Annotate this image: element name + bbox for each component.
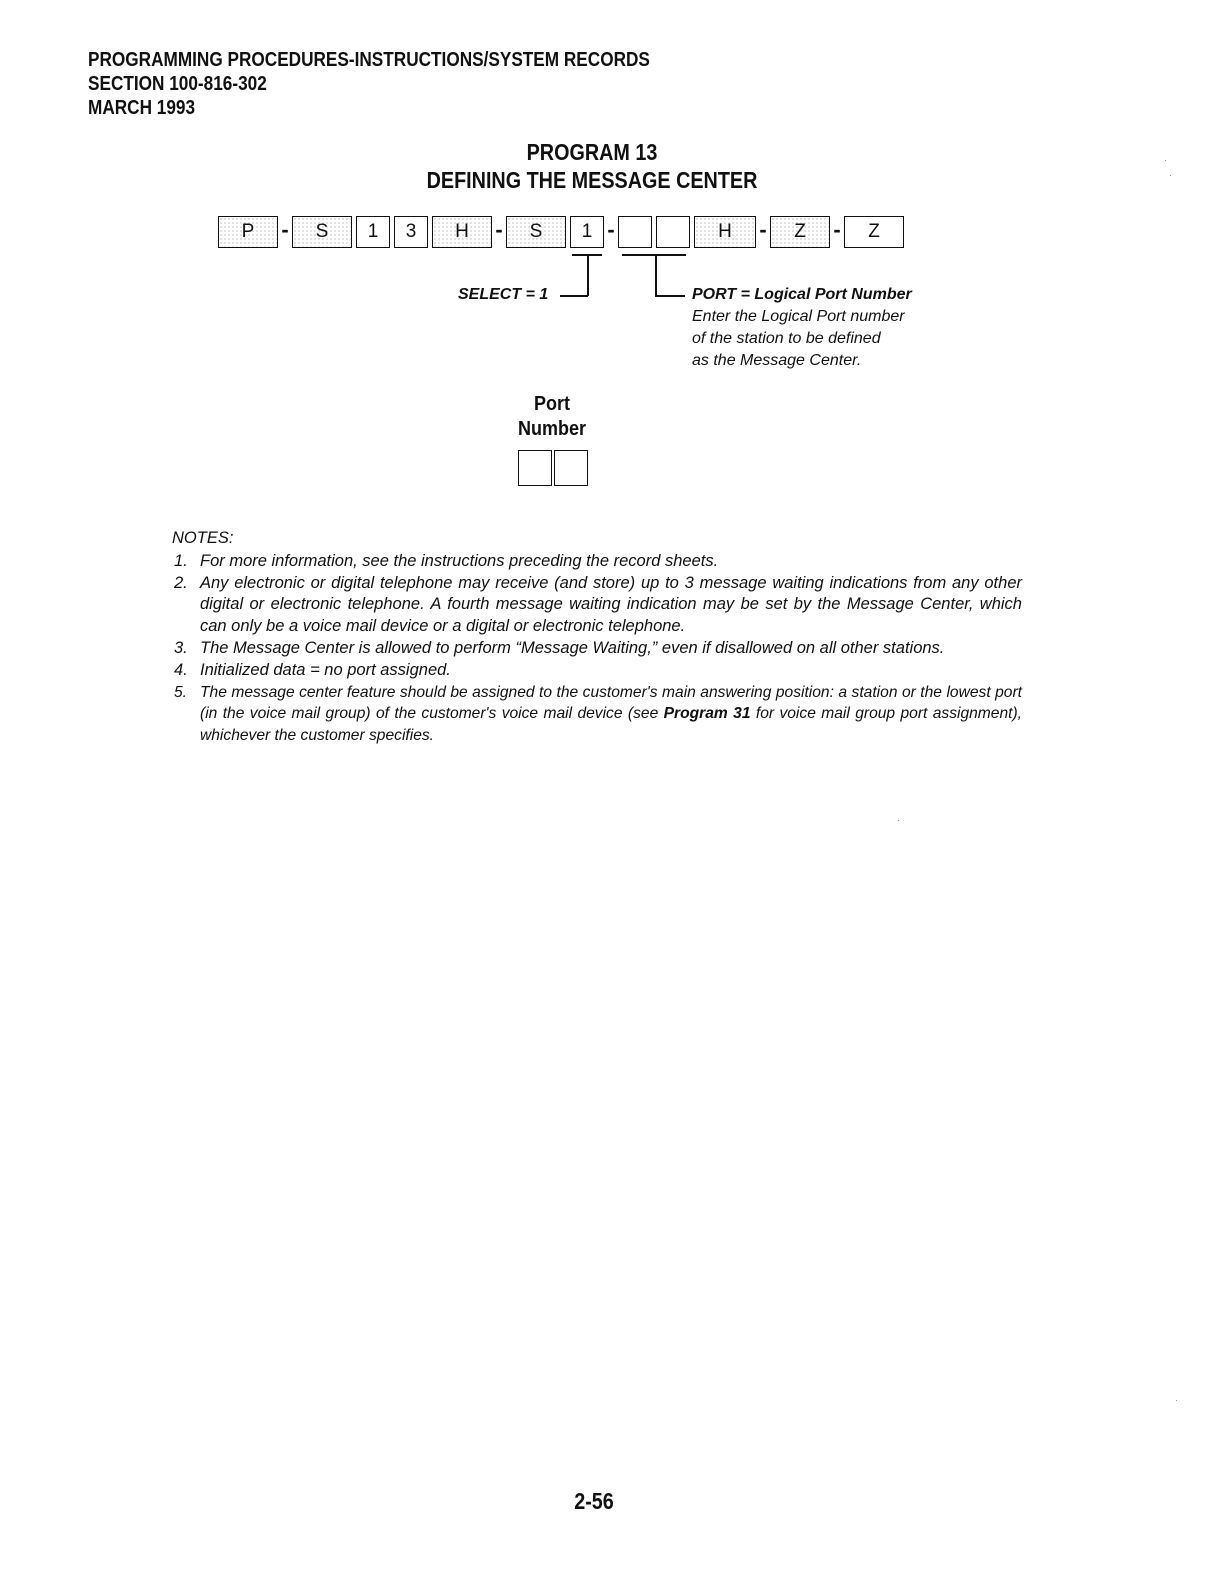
key-box-z: Z [770,216,830,248]
port-digit-box [656,216,690,248]
note-item [172,638,1022,660]
note-item [172,660,1022,682]
port-annotation-title: PORT = Logical Port Number [692,286,912,303]
note-number: 4. [174,660,188,679]
port-annotation-line: of the station to be defined [692,330,881,347]
notes-section [172,528,1022,747]
key-box-3: 3 [394,216,428,248]
port-annotation-line: Enter the Logical Port number [692,308,905,325]
port-annotation [692,284,912,372]
scan-speck [1165,160,1166,161]
note-text: for voice mail group port assignment), whichever the customer specifies. [200,705,1022,745]
note-item [172,682,1022,747]
note-program-reference: Program 31 [663,705,751,723]
note-number: 5. [174,683,188,701]
port-leader-line [655,295,685,297]
note-number: 3. [174,638,188,657]
key-box-s: S [506,216,566,248]
sequence-dash: - [759,217,767,242]
key-box-s: S [292,216,352,248]
port-bracket-stem [655,254,657,296]
page-number: 2-56 [574,1488,614,1514]
note-text: Initialized data = no port assigned. [200,660,451,679]
port-digit-box [618,216,652,248]
scan-speck [898,820,899,821]
port-number-label: Port [534,393,570,415]
key-box-1: 1 [356,216,390,248]
key-box-h: H [432,216,492,248]
note-text: The message center feature should be assigned to the customer's main answering position: a station or the lowest port (in the voice mail group) of the customer's voice mail device (see [200,683,1022,723]
sequence-dash: - [833,217,841,242]
port-number-entry-box [554,450,588,486]
key-box-z: Z [844,216,904,248]
select-bracket-stem [587,254,589,296]
scan-speck [1176,1400,1177,1401]
header-section: SECTION 100-816-302 [88,73,267,95]
note-item [172,551,1022,573]
note-number: 2. [174,573,188,592]
sequence-dash: - [281,217,289,242]
key-box-select-1: 1 [570,216,604,248]
program-subtitle: DEFINING THE MESSAGE CENTER [426,167,758,193]
key-box-h: H [694,216,756,248]
note-text: The Message Center is allowed to perform “Message Waiting,” even if disallowed on all other stations. [200,638,945,657]
header-title: PROGRAMMING PROCEDURES-INSTRUCTIONS/SYSTEM RECORDS [88,49,650,71]
note-text: For more information, see the instructions preceding the record sheets. [200,551,719,570]
port-number-label: Number [517,418,587,440]
port-number-entry-box [518,450,552,486]
program-title: PROGRAM 13 [526,139,658,165]
select-leader-line [560,295,588,297]
document-header [88,48,650,120]
scan-speck [1170,175,1171,176]
notes-heading: NOTES: [172,529,234,547]
header-date: MARCH 1993 [88,97,196,119]
key-box-p: P [218,216,278,248]
sequence-dash: - [495,217,503,242]
sequence-dash: - [607,217,615,242]
note-text: Any electronic or digital telephone may receive (and store) up to 3 message waiting indications from any other digital or electronic telephone. A fourth message waiting indication may be set by the Message Center, which can only be a voice mail device or a digital or electronic telephone. [200,573,1022,636]
port-bracket-top [622,254,686,256]
select-annotation: SELECT = 1 [458,286,549,303]
port-annotation-line: as the Message Center. [692,352,862,369]
note-item [172,573,1022,638]
note-number: 1. [174,551,188,570]
